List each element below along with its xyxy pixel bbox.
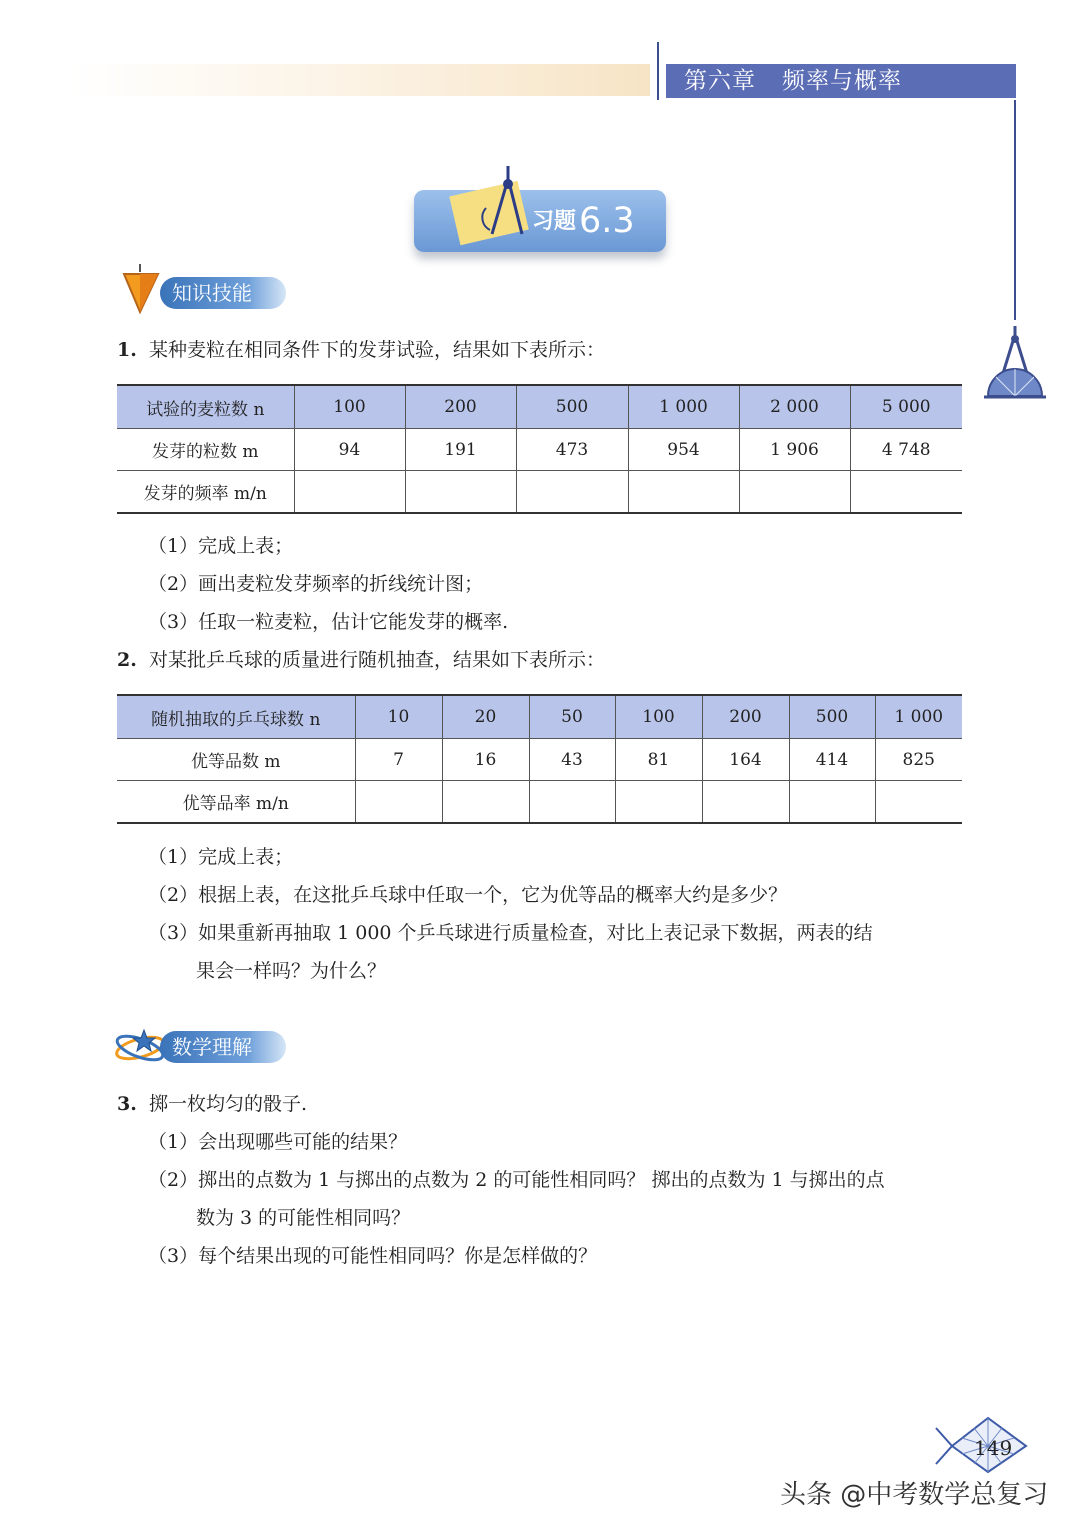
q2-stem: 对某批乒乓球的质量进行随机抽查，结果如下表所示： [148,649,605,671]
table-cell: 473 [516,429,628,471]
table-row [117,739,962,781]
table-header-row [117,695,962,739]
table-cell: 优等品数 m [117,739,355,781]
q2-part-2: （2）根据上表，在这批乒乓球中任取一个，它为优等品的概率大约是多少？ [148,884,788,906]
table-cell-empty [516,471,628,514]
table-cell-empty [702,781,789,824]
q1-part-1: （1）完成上表； [148,535,294,557]
section-tag-understanding: 数学理解 [160,1031,286,1063]
exercise-label: 习题 [532,209,577,234]
table-cell-empty [628,471,739,514]
table-cell: 954 [628,429,739,471]
table-header-cell: 200 [405,385,516,429]
table-cell-empty [789,781,875,824]
exercise-number: 6.3 [579,201,635,241]
q2-number: 2. [117,649,137,671]
table-cell-empty [615,781,702,824]
table-header-cell: 100 [294,385,405,429]
q2-part-1: （1）完成上表； [148,846,294,868]
q3-stem-line [117,1092,307,1116]
right-margin-rule [1014,100,1016,320]
header-band [70,64,650,96]
table-row [117,471,962,514]
chapter-number: 第六章 [684,68,756,94]
q3-number: 3. [117,1093,137,1115]
table-cell: 191 [405,429,516,471]
q3-part-2: （2）掷出的点数为 1 与掷出的点数为 2 的可能性相同吗？ 掷出的点数为 1 与掷出的点 [148,1169,885,1191]
chapter-header [666,64,1016,98]
table-header-cell: 50 [529,695,615,739]
chapter-title: 频率与概率 [782,68,902,94]
table-header-cell: 10 [355,695,442,739]
atom-star-icon [114,1026,166,1066]
table-header-cell: 1 000 [628,385,739,429]
q2-part-3-continued: 果会一样吗？为什么？ [196,960,387,982]
q1-stem: 某种麦粒在相同条件下的发芽试验，结果如下表所示： [148,339,605,361]
q2-table [117,694,962,824]
compass-protractor-icon [984,326,1046,400]
table-header-cell: 随机抽取的乒乓球数 n [117,695,355,739]
table-cell: 94 [294,429,405,471]
table-cell-empty [850,471,962,514]
table-cell: 1 906 [739,429,850,471]
q1-table [117,384,962,514]
page-number: 149 [974,1436,1013,1460]
table-header-cell: 5 000 [850,385,962,429]
table-header-row [117,385,962,429]
header-divider [657,42,659,100]
table-cell-empty [442,781,529,824]
table-header-cell: 2 000 [739,385,850,429]
table-cell: 43 [529,739,615,781]
table-cell: 发芽的粒数 m [117,429,294,471]
table-cell: 164 [702,739,789,781]
table-header-cell: 试验的麦粒数 n [117,385,294,429]
q1-stem-line [117,338,605,362]
table-cell-empty [739,471,850,514]
q1-part-3: （3）任取一粒麦粒，估计它能发芽的概率. [148,611,509,633]
q1-part-2: （2）画出麦粒发芽频率的折线统计图； [148,573,484,595]
table-header-cell: 500 [516,385,628,429]
table-cell: 7 [355,739,442,781]
table-cell: 81 [615,739,702,781]
table-header-cell: 1 000 [875,695,962,739]
table-header-cell: 200 [702,695,789,739]
q3-part-2-continued: 数为 3 的可能性相同吗？ [196,1207,411,1229]
section-tag-knowledge: 知识技能 [160,277,286,309]
q2-part-3: （3）如果重新再抽取 1 000 个乒乓球进行质量检查，对比上表记录下数据，两表的结 [148,922,873,944]
table-cell: 优等品率 m/n [117,781,355,824]
table-header-cell: 100 [615,695,702,739]
q3-stem: 掷一枚均匀的骰子. [148,1093,307,1115]
table-cell: 16 [442,739,529,781]
watermark: 头条 @中考数学总复习 [780,1480,1049,1510]
table-cell-empty [875,781,962,824]
q1-number: 1. [117,339,137,361]
compass-icon [470,166,530,246]
table-cell: 414 [789,739,875,781]
table-cell: 发芽的频率 m/n [117,471,294,514]
table-header-cell: 20 [442,695,529,739]
plumb-bob-icon [120,264,162,314]
table-row [117,429,962,471]
q2-stem-line [117,648,605,672]
q3-part-1: （1）会出现哪些可能的结果？ [148,1131,408,1153]
table-row [117,781,962,824]
table-cell-empty [294,471,405,514]
table-cell-empty [529,781,615,824]
table-cell-empty [355,781,442,824]
table-header-cell: 500 [789,695,875,739]
table-cell: 4 748 [850,429,962,471]
table-cell: 825 [875,739,962,781]
table-cell-empty [405,471,516,514]
q3-part-3: （3）每个结果出现的可能性相同吗？你是怎样做的？ [148,1245,598,1267]
